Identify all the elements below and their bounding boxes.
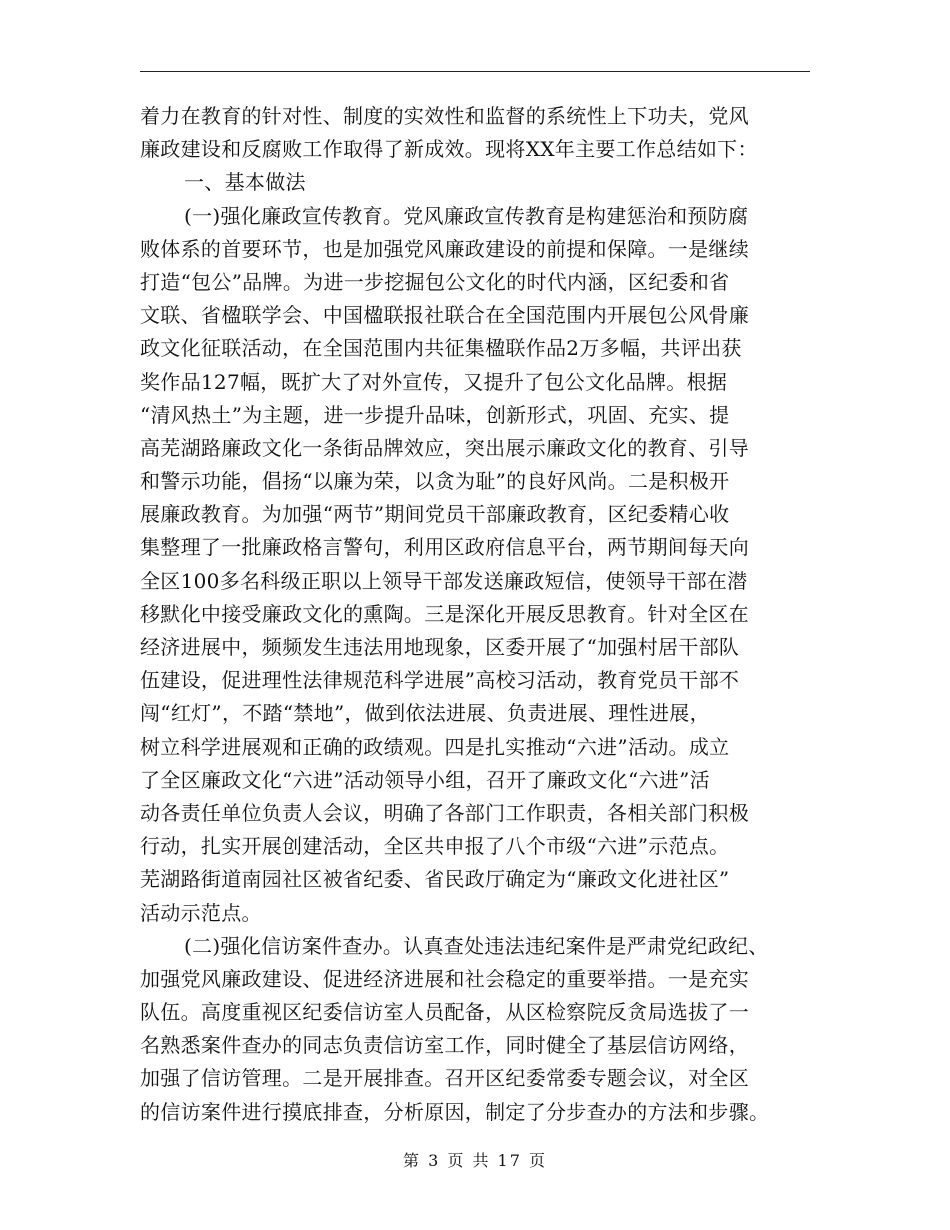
text-line: 名熟悉案件查办的同志负责信访室工作，同时健全了基层信访网络， bbox=[140, 1033, 749, 1058]
text-line: 动各责任单位负责人会议，明确了各部门工作职责，各相关部门积极 bbox=[140, 800, 749, 825]
text-line: 廉政建设和反腐败工作取得了新成效。现将XX年主要工作总结如下： bbox=[140, 137, 758, 162]
text-line: 全区100多名科级正职以上领导干部发送廉政短信，使领导干部在潜 bbox=[140, 568, 748, 593]
page-number-footer: 第 3 页 共 17 页 bbox=[403, 1151, 547, 1170]
text-line: 芜湖路街道南园社区被省纪委、省民政厅确定为“廉政文化进社区” bbox=[140, 867, 730, 892]
text-line: 行动，扎实开展创建活动，全区共申报了八个市级“六进”示范点。 bbox=[140, 834, 730, 859]
text-line: 集整理了一批廉政格言警句，利用区政府信息平台，两节期间每天向 bbox=[140, 535, 749, 560]
text-line: 了全区廉政文化“六进”活动领导小组，召开了廉政文化“六进”活 bbox=[140, 767, 710, 792]
text-line: “清风热土”为主题，进一步提升品味，创新形式，巩固、充实、提 bbox=[140, 402, 730, 427]
text-line: 败体系的首要环节，也是加强党风廉政建设的前提和保障。一是继续 bbox=[140, 236, 749, 261]
text-line: 着力在教育的针对性、制度的实效性和监督的系统性上下功夫，党风 bbox=[140, 104, 749, 128]
text-line: 展廉政教育。为加强“两节”期间党员干部廉政教育，区纪委精心收 bbox=[140, 502, 730, 527]
text-line: 经济进展中，频频发生违法用地现象，区委开展了“加强村居干部队 bbox=[140, 635, 740, 659]
text-line: 政文化征联活动，在全国范围内共征集楹联作品2万多幅，共评出获 bbox=[140, 336, 742, 361]
text-line: 移默化中接受廉政文化的熏陶。三是深化开展反思教育。针对全区在 bbox=[140, 601, 749, 626]
text-line: 的信访案件进行摸底排查，分析原因，制定了分步查办的方法和步骤。 bbox=[140, 1099, 770, 1124]
text-line: 奖作品127幅，既扩大了对外宣传，又提升了包公文化品牌。根据 bbox=[140, 369, 728, 394]
paragraph-start: (二)强化信访案件查办。认真查处违法违纪案件是严肃党纪政纪、 bbox=[184, 933, 769, 958]
text-line: 打造“包公”品牌。为进一步挖掘包公文化的时代内涵，区纪委和省 bbox=[140, 269, 730, 294]
paragraph-start: (一)强化廉政宣传教育。党风廉政宣传教育是构建惩治和预防腐 bbox=[184, 203, 749, 228]
text-line: 队伍。高度重视区纪委信访室人员配备，从区检察院反贪局选拔了一 bbox=[140, 1000, 749, 1025]
text-line: 文联、省楹联学会、中国楹联报社联合在全国范围内开展包公风骨廉 bbox=[140, 303, 749, 328]
section-heading: 一、基本做法 bbox=[184, 170, 306, 195]
text-line: 闯“红灯”，不踏“禁地”，做到依法进展、负责进展、理性进展， bbox=[140, 701, 710, 726]
text-line: 活动示范点。 bbox=[140, 900, 262, 925]
text-line: 加强党风廉政建设、促进经济进展和社会稳定的重要举措。一是充实 bbox=[140, 966, 749, 991]
text-line: 树立科学进展观和正确的政绩观。四是扎实推动“六进”活动。成立 bbox=[140, 734, 730, 759]
text-line: 和警示功能，倡扬“以廉为荣，以贪为耻”的良好风尚。二是积极开 bbox=[140, 469, 730, 494]
document-body bbox=[140, 100, 820, 1129]
text-line: 加强了信访管理。二是开展排查。召开区纪委常委专题会议，对全区 bbox=[140, 1066, 749, 1091]
text-line: 伍建设，促进理性法律规范科学进展”高校习活动，教育党员干部不 bbox=[140, 668, 740, 693]
header-rule bbox=[140, 71, 810, 72]
text-line: 高芜湖路廉政文化一条街品牌效应，突出展示廉政文化的教育、引导 bbox=[140, 435, 749, 460]
